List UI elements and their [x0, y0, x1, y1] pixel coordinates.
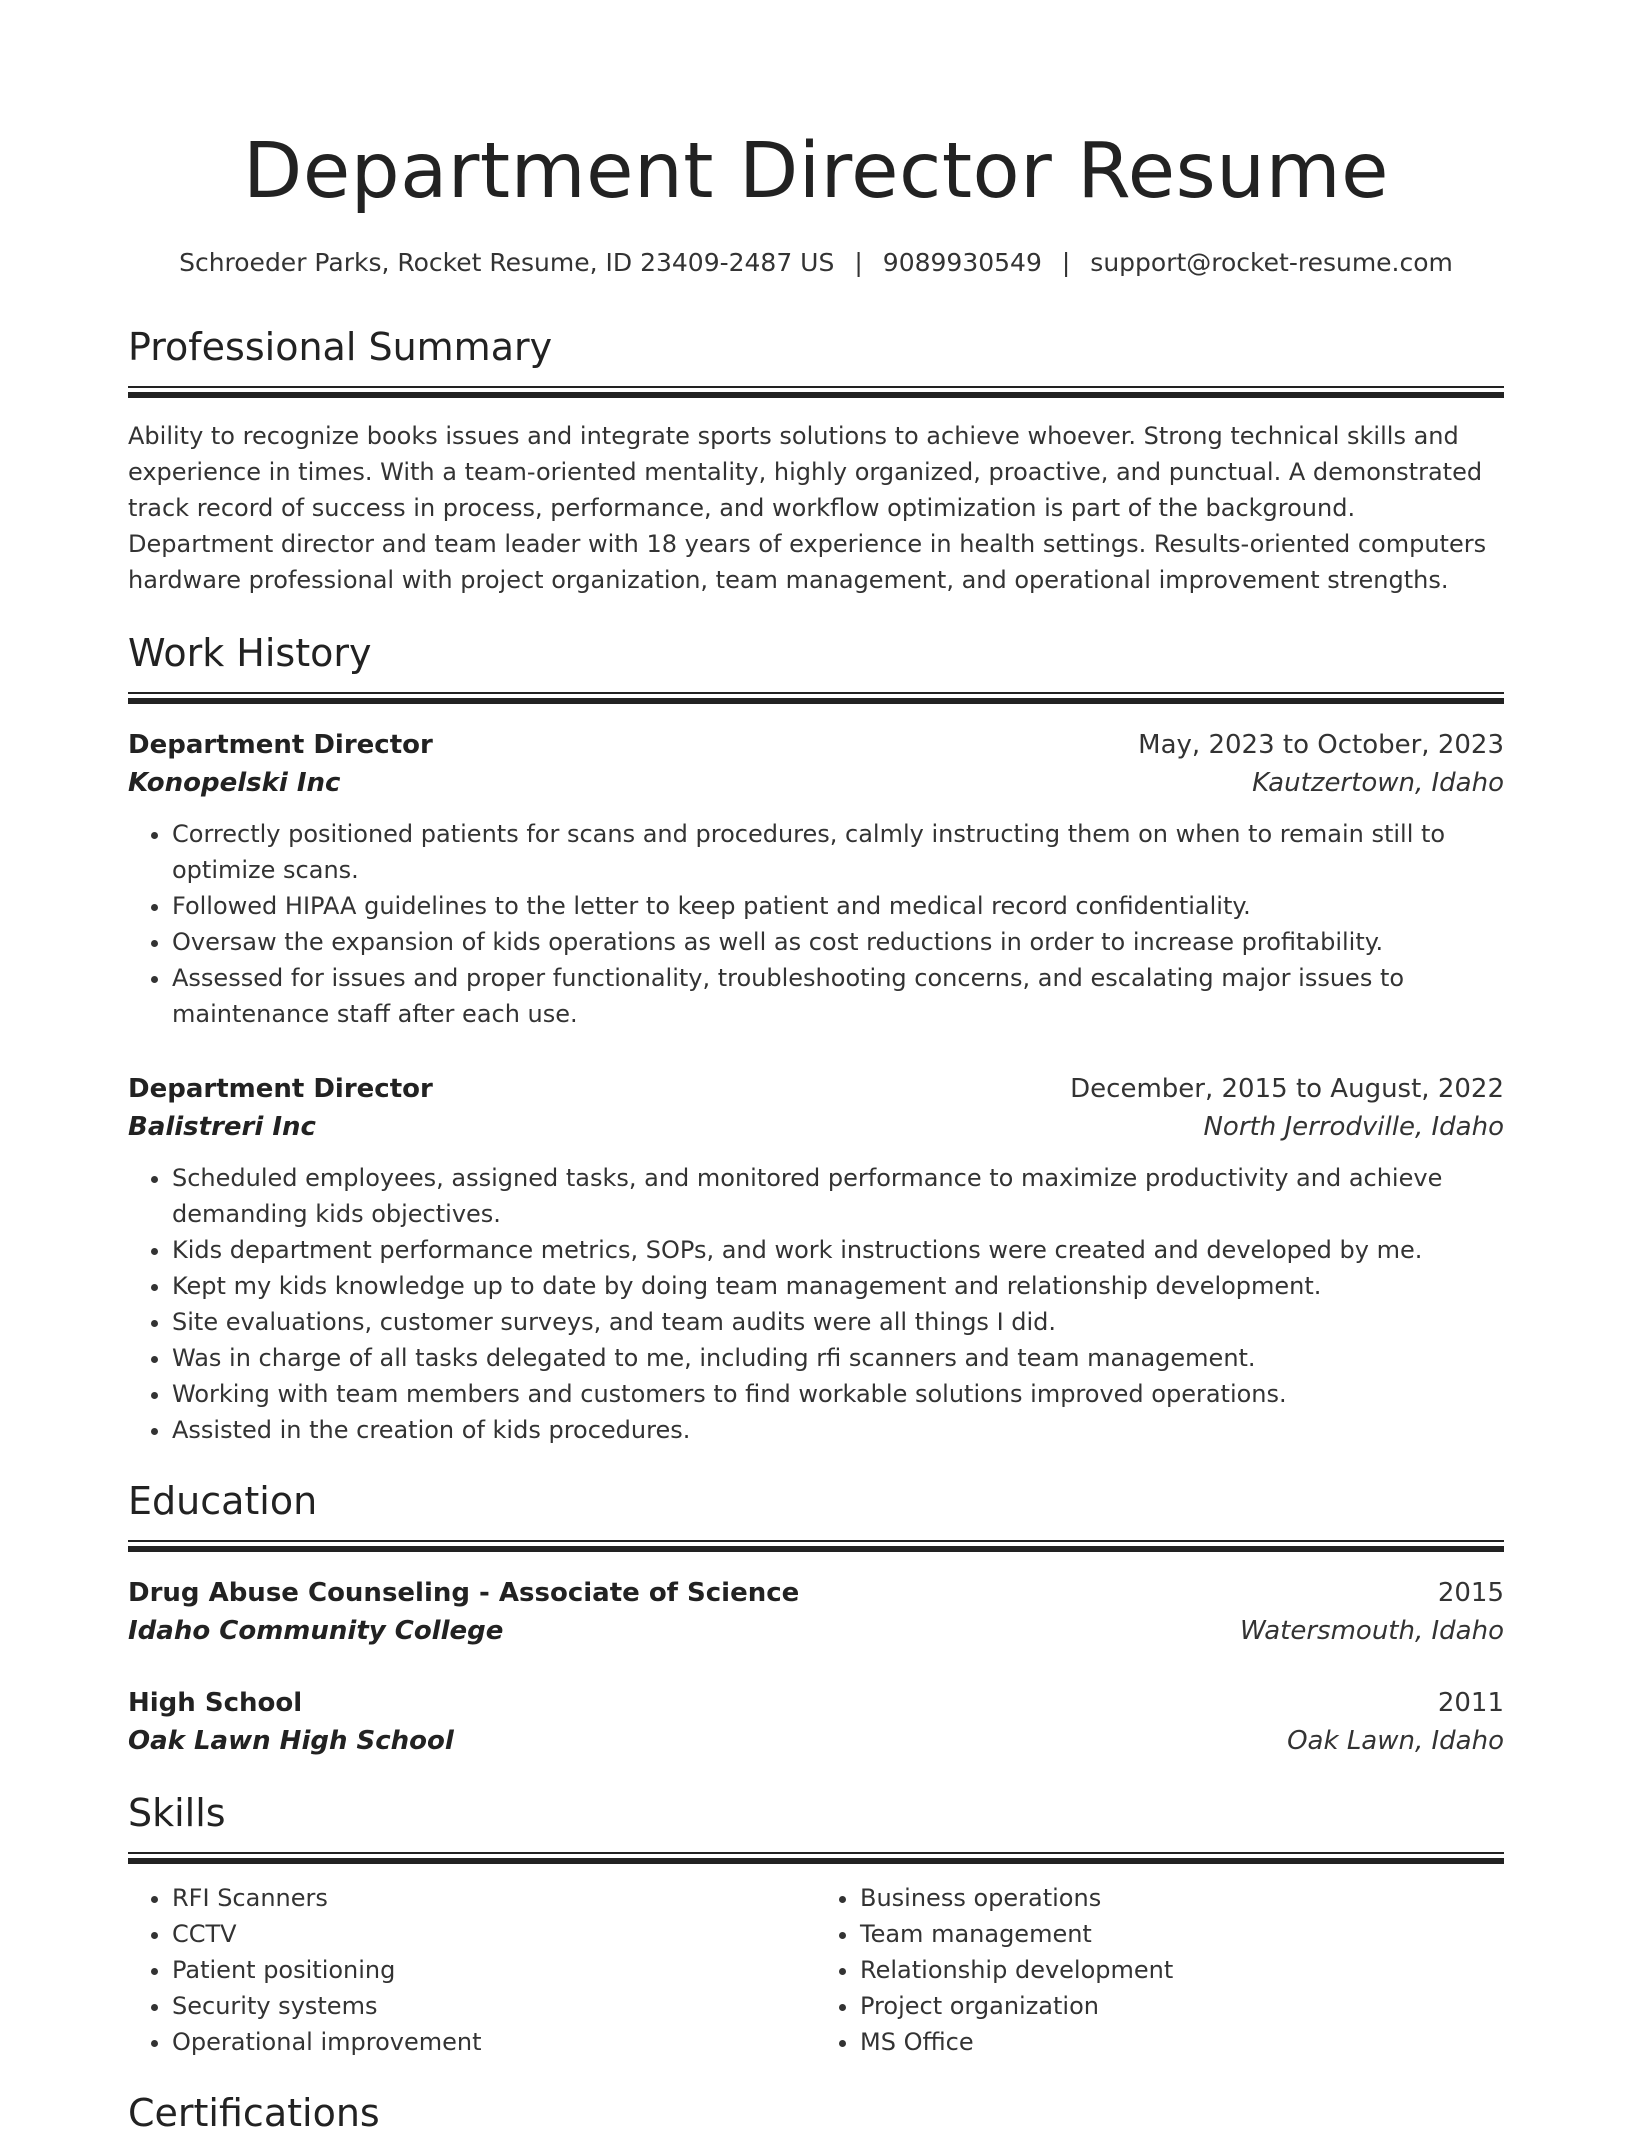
- contact-address: Schroeder Parks, Rocket Resume, ID 23409-2487 US: [179, 248, 835, 277]
- job-bullet: • Working with team members and customers to find workable solutions improved operations.: [172, 1376, 1504, 1412]
- contact-phone: 9089930549: [882, 248, 1042, 277]
- education-entry: [128, 1684, 1504, 1760]
- certifications-section: [128, 2090, 1504, 2136]
- skills-heading: Skills: [128, 1791, 226, 1835]
- work-history-heading: Work History: [128, 631, 372, 675]
- skill-item: • Relationship development: [860, 1952, 1504, 1988]
- job-entry: [128, 726, 1504, 1032]
- education-entry: [128, 1574, 1504, 1650]
- contact-line: [128, 246, 1504, 280]
- job-bullet: • Correctly positioned patients for scans and procedures, calmly instructing them on when to remain still to optimize scans.: [172, 816, 1504, 888]
- job-dates: May, 2023 to October, 2023: [1138, 730, 1504, 760]
- job-subheader: [128, 1108, 1504, 1146]
- job-bullet: • Followed HIPAA guidelines to the letter to keep patient and medical record confidentiality.: [172, 888, 1504, 924]
- job-location: Kautzertown, Idaho: [1252, 768, 1504, 798]
- job-company: Konopelski Inc: [128, 768, 341, 798]
- education-year: 2015: [1437, 1578, 1504, 1608]
- section-divider: [128, 692, 1504, 704]
- education-subheader: [128, 1722, 1504, 1760]
- skill-item: • MS Office: [860, 2024, 1504, 2060]
- education-location: Watersmouth, Idaho: [1239, 1616, 1504, 1646]
- skill-item: • Operational improvement: [172, 2024, 816, 2060]
- education-degree: Drug Abuse Counseling - Associate of Science: [128, 1578, 800, 1608]
- skills-column-right: [816, 1880, 1504, 2060]
- job-bullet: • Kept my kids knowledge up to date by doing team management and relationship development.: [172, 1268, 1504, 1304]
- job-bullet: • Kids department performance metrics, SOPs, and work instructions were created and developed by me.: [172, 1232, 1504, 1268]
- job-header: [128, 726, 1504, 764]
- job-dates: December, 2015 to August, 2022: [1070, 1074, 1504, 1104]
- job-company: Balistreri Inc: [128, 1112, 316, 1142]
- job-bullet: • Scheduled employees, assigned tasks, and monitored performance to maximize productivity and achieve demanding kids objectives.: [172, 1160, 1504, 1232]
- contact-separator: |: [1061, 248, 1071, 277]
- skills-section: [128, 1790, 1504, 2060]
- summary-section: [128, 324, 1504, 598]
- job-bullet: • Assessed for issues and proper functionality, troubleshooting concerns, and escalating major issues to maintenance staff after each use.: [172, 960, 1504, 1032]
- skill-item: • RFI Scanners: [172, 1880, 816, 1916]
- job-entry: [128, 1070, 1504, 1448]
- job-title: Department Director: [128, 1074, 433, 1104]
- skill-item: • Patient positioning: [172, 1952, 816, 1988]
- certifications-heading: Certifications: [128, 2091, 380, 2135]
- job-bullet: • Was in charge of all tasks delegated to me, including rfi scanners and team management.: [172, 1340, 1504, 1376]
- education-year: 2011: [1437, 1688, 1504, 1718]
- job-bullet: • Site evaluations, customer surveys, and team audits were all things I did.: [172, 1304, 1504, 1340]
- education-heading: Education: [128, 1479, 318, 1523]
- skill-item: • CCTV: [172, 1916, 816, 1952]
- job-header: [128, 1070, 1504, 1108]
- job-bullets: [128, 1160, 1504, 1448]
- education-location: Oak Lawn, Idaho: [1287, 1726, 1504, 1756]
- job-title: Department Director: [128, 730, 433, 760]
- section-divider: [128, 1852, 1504, 1864]
- skill-item: • Security systems: [172, 1988, 816, 2024]
- job-location: North Jerrodville, Idaho: [1203, 1112, 1504, 1142]
- job-bullets: [128, 816, 1504, 1032]
- education-header: [128, 1684, 1504, 1722]
- education-degree: High School: [128, 1688, 303, 1718]
- section-divider: [128, 1540, 1504, 1552]
- summary-text: Ability to recognize books issues and integrate sports solutions to achieve whoever. Strong technical skills and experience in times. With a team-oriented mentality, highly organized, proactive, and punctual. A demonstrated track record of success in process, performance, and workflow optimization is part of the background. Department director and team leader with 18 years of experience in health settings. Results-oriented computers hardware professional with project organization, team management, and operational improvement strengths.: [128, 422, 1487, 594]
- job-bullet: • Assisted in the creation of kids procedures.: [172, 1412, 1504, 1448]
- skill-item: • Business operations: [860, 1880, 1504, 1916]
- skills-grid: [128, 1880, 1504, 2060]
- education-section: [128, 1478, 1504, 1760]
- skills-column-left: [128, 1880, 816, 2060]
- skill-item: • Project organization: [860, 1988, 1504, 2024]
- section-divider: [128, 386, 1504, 398]
- education-school: Oak Lawn High School: [128, 1726, 454, 1756]
- job-bullet: • Oversaw the expansion of kids operations as well as cost reductions in order to increase profitability.: [172, 924, 1504, 960]
- work-history-section: [128, 630, 1504, 1448]
- contact-separator: |: [854, 248, 863, 277]
- resume-title: Department Director Resume: [243, 127, 1389, 216]
- summary-heading: Professional Summary: [128, 325, 553, 369]
- education-school: Idaho Community College: [128, 1616, 504, 1646]
- job-subheader: [128, 764, 1504, 802]
- skill-item: • Team management: [860, 1916, 1504, 1952]
- contact-email: support@rocket-resume.com: [1090, 248, 1453, 277]
- education-subheader: [128, 1612, 1504, 1650]
- education-header: [128, 1574, 1504, 1612]
